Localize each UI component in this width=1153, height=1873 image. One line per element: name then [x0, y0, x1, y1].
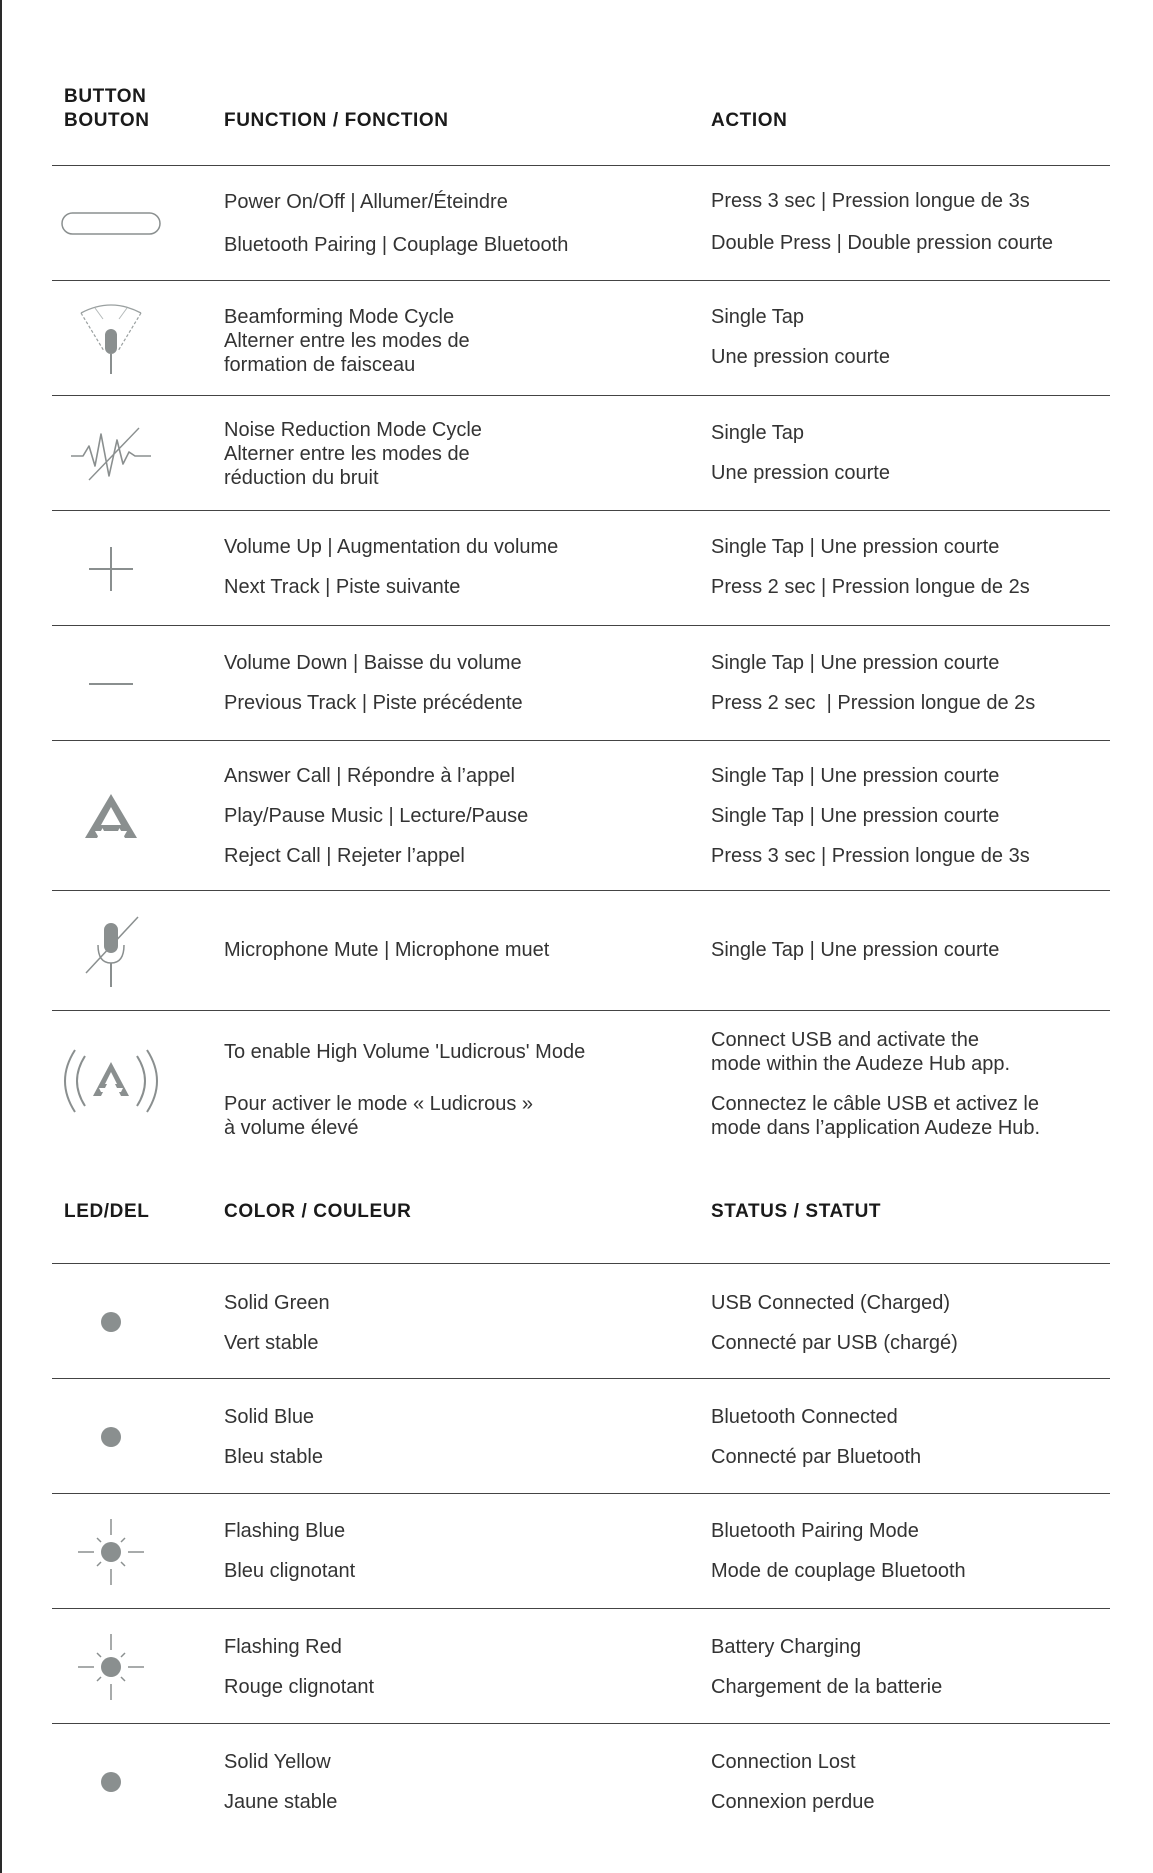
solid-led-icon [52, 1724, 170, 1839]
function-text: Play/Pause Music | Lecture/Pause [224, 805, 529, 827]
status-text: USB Connected (Charged) [711, 1292, 951, 1314]
mic-mute-icon [52, 891, 170, 1011]
function-text: Noise Reduction Mode Cycle [224, 419, 482, 441]
function-text: Reject Call | Rejeter l’appel [224, 845, 465, 867]
action-text: mode dans l’application Audeze Hub. [711, 1117, 1041, 1139]
function-text: Bluetooth Pairing | Couplage Bluetooth [224, 234, 569, 256]
power-slider-icon [52, 166, 170, 281]
audeze-logo-icon [52, 741, 170, 891]
header-function: FUNCTION / FONCTION [224, 110, 449, 131]
action-text: Single Tap | Une pression courte [711, 536, 1000, 558]
header-led: LED/DEL [64, 1201, 150, 1222]
color-text: Rouge clignotant [224, 1676, 375, 1698]
status-text: Battery Charging [711, 1636, 862, 1658]
button-row-power [52, 165, 1110, 281]
status-text: Connexion perdue [711, 1791, 875, 1813]
flashing-led-icon [52, 1494, 170, 1609]
action-text: Une pression courte [711, 462, 890, 484]
header-action: ACTION [711, 110, 788, 131]
status-text: Chargement de la batterie [711, 1676, 943, 1698]
color-text: Solid Green [224, 1292, 330, 1314]
function-text: Answer Call | Répondre à l’appel [224, 765, 515, 787]
action-text: Press 2 sec | Pression longue de 2s [711, 692, 1036, 714]
function-text: To enable High Volume 'Ludicrous' Mode [224, 1041, 586, 1063]
function-text: Alterner entre les modes de [224, 443, 470, 465]
color-text: Bleu clignotant [224, 1560, 356, 1582]
color-text: Bleu stable [224, 1446, 323, 1468]
led-row-solid-blue [52, 1378, 1110, 1494]
led-row-flashing-blue [52, 1493, 1110, 1609]
led-row-flashing-red [52, 1608, 1110, 1724]
function-text: Pour activer le mode « Ludicrous » [224, 1093, 534, 1115]
led-header [52, 1200, 1110, 1230]
action-text: Single Tap | Une pression courte [711, 765, 1000, 787]
color-text: Flashing Red [224, 1636, 342, 1658]
action-text: Single Tap [711, 422, 805, 444]
button-row-mic-mute [52, 890, 1110, 1011]
beamforming-mic-icon [52, 281, 170, 396]
function-text: Previous Track | Piste précédente [224, 692, 523, 714]
action-text: Single Tap | Une pression courte [711, 939, 1000, 961]
color-text: Solid Yellow [224, 1751, 331, 1773]
action-text: Single Tap [711, 306, 805, 328]
action-text: Connect USB and activate the [711, 1029, 979, 1051]
action-text: Single Tap | Une pression courte [711, 805, 1000, 827]
status-text: Connecté par Bluetooth [711, 1446, 922, 1468]
button-row-multifunction [52, 740, 1110, 891]
function-text: Beamforming Mode Cycle [224, 306, 455, 328]
led-row-solid-green [52, 1263, 1110, 1379]
action-text: mode within the Audeze Hub app. [711, 1053, 1011, 1075]
solid-led-icon [52, 1379, 170, 1494]
noise-reduction-icon [52, 396, 170, 511]
button-row-volume-up [52, 510, 1110, 626]
led-row-solid-yellow [52, 1723, 1110, 1839]
action-text: Single Tap | Une pression courte [711, 652, 1000, 674]
status-text: Bluetooth Pairing Mode [711, 1520, 919, 1542]
header-button-en: BUTTON [64, 86, 147, 107]
page-left-border [0, 0, 2, 1873]
action-text: Une pression courte [711, 346, 890, 368]
button-row-noise-reduction [52, 395, 1110, 511]
flashing-led-icon [52, 1609, 170, 1724]
action-text: Press 2 sec | Pression longue de 2s [711, 576, 1030, 598]
solid-led-icon [52, 1264, 170, 1379]
button-row-ludicrous [52, 1010, 1110, 1151]
function-text: formation de faisceau [224, 354, 416, 376]
action-text: Press 3 sec | Pression longue de 3s [711, 845, 1030, 867]
action-text: Press 3 sec | Pression longue de 3s [711, 190, 1030, 212]
buttons-header [52, 85, 1110, 135]
minus-icon [52, 626, 170, 741]
status-text: Bluetooth Connected [711, 1406, 898, 1428]
color-text: Jaune stable [224, 1791, 338, 1813]
action-text: Connectez le câble USB et activez le [711, 1093, 1039, 1115]
header-status: STATUS / STATUT [711, 1201, 882, 1222]
function-text: à volume élevé [224, 1117, 359, 1139]
plus-icon [52, 511, 170, 626]
status-text: Connecté par USB (chargé) [711, 1332, 958, 1354]
header-button-fr: BOUTON [64, 110, 150, 131]
color-text: Solid Blue [224, 1406, 315, 1428]
action-text: Double Press | Double pression courte [711, 232, 1054, 254]
function-text: réduction du bruit [224, 467, 379, 489]
function-text: Alterner entre les modes de [224, 330, 470, 352]
header-color: COLOR / COULEUR [224, 1201, 412, 1222]
color-text: Flashing Blue [224, 1520, 346, 1542]
function-text: Volume Down | Baisse du volume [224, 652, 522, 674]
function-text: Power On/Off | Allumer/Éteindre [224, 191, 508, 213]
status-text: Connection Lost [711, 1751, 856, 1773]
function-text: Next Track | Piste suivante [224, 576, 461, 598]
color-text: Vert stable [224, 1332, 319, 1354]
function-text: Microphone Mute | Microphone muet [224, 939, 550, 961]
button-row-beamforming [52, 280, 1110, 396]
button-row-volume-down [52, 625, 1110, 741]
status-text: Mode de couplage Bluetooth [711, 1560, 966, 1582]
ludicrous-mode-icon [52, 1011, 170, 1151]
function-text: Volume Up | Augmentation du volume [224, 536, 559, 558]
